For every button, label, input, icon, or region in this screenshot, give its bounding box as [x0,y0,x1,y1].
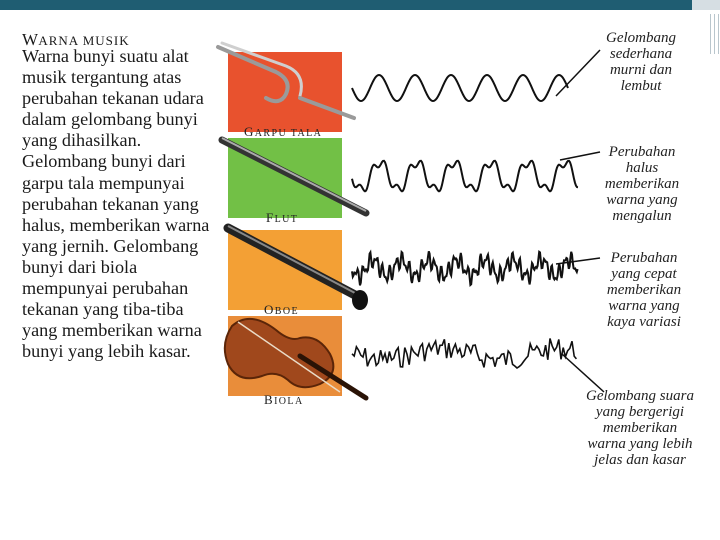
violin-icon [225,319,366,398]
pointer-line-1 [556,50,600,96]
flute-waveform [352,161,578,192]
pointer-line-3 [556,258,600,264]
oboe-label: OBOE [264,302,299,317]
pointer-line-2 [560,152,600,160]
annotation-oboe: Perubahan yang cepat memberikan warna yang kaya variasi [606,250,682,330]
annotation-tuning-fork: Gelombang sederhana murni dan lembut [606,30,676,94]
tuning-fork-icon [218,43,354,118]
violin-waveform [352,339,576,369]
annotation-flute: Perubahan halus memberikan warna yang mengalun [604,144,680,224]
section-title: WARNA MUSIK [22,30,130,49]
description-paragraph: Warna bunyi suatu alat musik tergantung atas perubahan tekanan udara dalam gelombang bunyi yang dihasilkan. Gelombang bunyi dari garpu tala mempunyai perubahan tekanan yang halus, memberikan warna yang jernih. Gelombang bunyi dari biola mempunyai perubahan tekanan yang tiba-tiba yang memberikan warna bunyi yang lebih kasar. [22,46,210,362]
oboe-icon [228,226,368,310]
flute-icon [222,138,366,213]
pointer-line-4 [562,354,604,392]
oboe-waveform [352,251,578,285]
tuning-fork-label: GARPU TALA [244,124,323,139]
annotation-violin: Gelombang suara yang bergerigi memberikan warna yang lebih jelas dan kasar [586,388,694,468]
tuning-fork-waveform [352,75,568,101]
violin-label: BIOLA [264,392,304,407]
flute-label: FLUT [266,210,299,225]
